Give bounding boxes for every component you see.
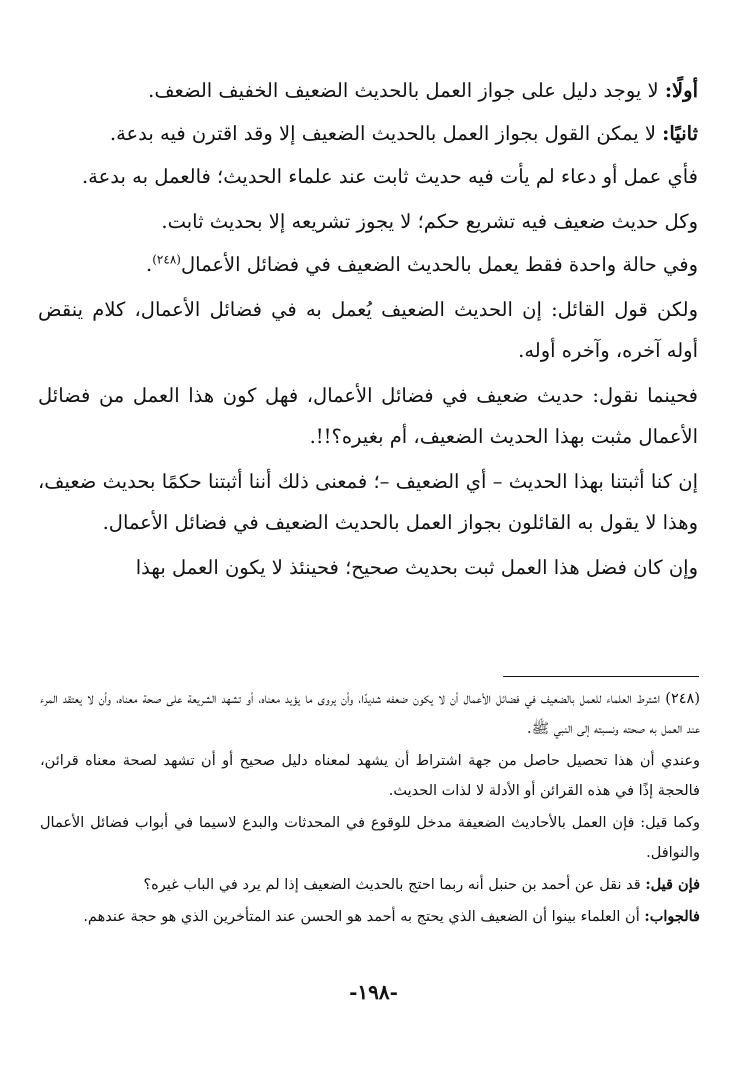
footnote-lead: فالجواب: <box>644 908 700 925</box>
paragraph-text: فأي عمل أو دعاء لم يأت فيه حديث ثابت عند علماء الحديث؛ فالعمل به بدعة. <box>81 165 698 188</box>
paragraph-text: فحينما نقول: حديث ضعيف في فضائل الأعمال، فهل كون هذا العمل من فضائل الأعمال مثبت بهذا الحديث الضعيف، أم بغيره؟!!. <box>38 384 698 448</box>
footnote-text: وعندي أن هذا تحصيل حاصل من جهة اشتراط أن يشهد لمعناه دليل صحيح أو أن تشهد لصحة معناه قرائن، فالحجة إذًا في هذه القرائن أو الأدلة لا لذات الحديث. <box>40 753 700 799</box>
paragraph-8 <box>38 461 698 543</box>
paragraph-end: . <box>146 253 153 276</box>
paragraph-5 <box>38 244 698 285</box>
footnote-text: قد نقل عن أحمد بن حنبل أنه ربما احتج بالحديث الضعيف إذا لم يرد في الباب غيره؟ <box>143 877 646 893</box>
footnotes <box>40 684 700 934</box>
paragraph-text: لا يمكن القول بجواز العمل بالحديث الضعيف إلا وقد اقترن فيه بدعة. <box>109 122 663 145</box>
paragraph-6 <box>38 289 698 371</box>
paragraph-text: وكل حديث ضعيف فيه تشريع حكم؛ لا يجوز تشريعه إلا بحديث ثابت. <box>161 210 698 233</box>
paragraph-2 <box>38 113 698 154</box>
paragraph-1 <box>38 70 698 111</box>
footnote-4 <box>40 870 700 900</box>
footnote-1 <box>40 684 700 744</box>
page-number: -١٩٨- <box>349 980 398 1004</box>
footnote-text: أن العلماء بينوا أن الضعيف الذي يحتج به أحمد هو الحسن عند المتأخرين الذي هو حجة عندهم. <box>83 909 645 925</box>
paragraph-4 <box>38 201 698 242</box>
footnote-text: (٢٤٨) اشترط العلماء للعمل بالضعيف في فضائل الأعمال أن لا يكون ضعفه شديدًا، وأن يروى ما يؤيد معناه، أو تشهد الشريعة على صحة معناه، وأن لا يعتقد المرء عند العمل به صحته ونسبته إلى النبي ﷺ. <box>40 691 700 737</box>
paragraph-text: وفي حالة واحدة فقط يعمل بالحديث الضعيف في فضائل الأعمال <box>180 253 698 276</box>
paragraph-text: وإن كان فضل هذا العمل ثبت بحديث صحيح؛ فحينئذ لا يكون العمل بهذا <box>135 556 698 579</box>
paragraph-text: لا يوجد دليل على جواز العمل بالحديث الضعيف الخفيف الضعف. <box>148 79 665 102</box>
main-text <box>38 70 698 590</box>
footnote-lead: فإن قيل: <box>645 876 700 893</box>
paragraph-9 <box>38 547 698 588</box>
paragraph-7 <box>38 375 698 457</box>
paragraph-text: إن كنا أثبتنا بهذا الحديث – أي الضعيف –؛ فمعنى ذلك أننا أثبتنا حكمًا بحديث ضعيف، وهذا لا يقول به القائلون بجواز العمل بالحديث الضعيف في فضائل الأعمال. <box>38 470 698 534</box>
footnote-3 <box>40 808 700 868</box>
paragraph-lead: ثانيًا: <box>662 122 698 145</box>
paragraph-text: ولكن قول القائل: إن الحديث الضعيف يُعمل به في فضائل الأعمال، كلام ينقض أوله آخره، وآخره أوله. <box>38 298 698 362</box>
footnote-text: وكما قيل: فإن العمل بالأحاديث الضعيفة مدخل للوقوع في المحدثات والبدع لاسيما في أبواب فضائل الأعمال والنوافل. <box>40 815 700 861</box>
paragraph-3 <box>38 156 698 197</box>
footnote-reference[interactable]: (٢٤٨) <box>152 252 181 267</box>
footnote-5 <box>40 902 700 932</box>
footnote-2 <box>40 746 700 806</box>
footnote-separator <box>503 676 699 677</box>
paragraph-lead: أولًا: <box>664 79 698 102</box>
